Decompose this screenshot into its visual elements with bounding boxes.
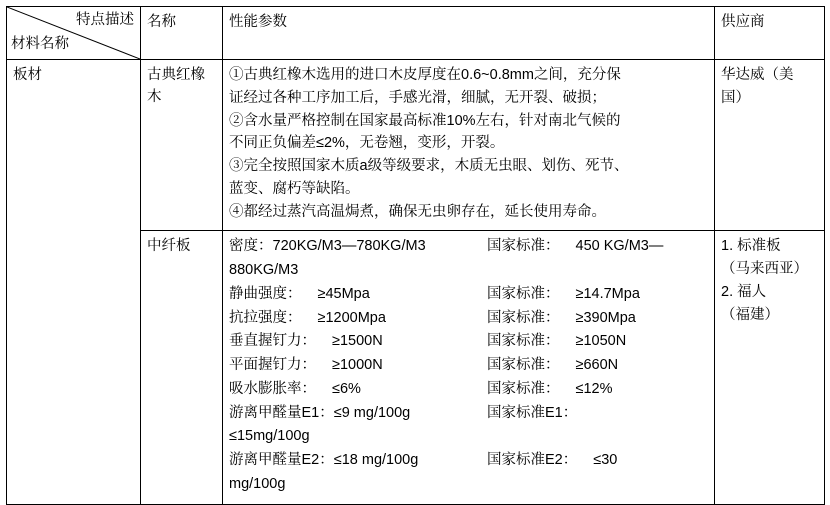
corner-header-cell bbox=[7, 7, 141, 60]
table-row bbox=[7, 60, 825, 231]
param-value: ≥1000N bbox=[332, 357, 383, 373]
param-label: 垂直握钉力： bbox=[229, 333, 316, 350]
param-row-continuation bbox=[229, 260, 708, 282]
corner-header-feature-label: 特点描述 bbox=[76, 12, 134, 28]
param-row bbox=[229, 379, 708, 401]
param-value: ≥45Mpa bbox=[317, 285, 370, 302]
corner-header-material-label: 材料名称 bbox=[11, 36, 69, 53]
material-name-mdf: 中纤板 bbox=[141, 231, 223, 504]
param-standard-label: 国家标准： bbox=[487, 380, 560, 397]
supplier-line: 1. 标准板 bbox=[721, 238, 781, 255]
param-line: 不同正负偏差≤2%，无卷翘，变形，开裂。 bbox=[229, 135, 505, 152]
param-standard-label: 国家标准E1： bbox=[487, 404, 578, 421]
row-group-label-board: 板材 bbox=[7, 60, 141, 505]
param-row bbox=[229, 331, 708, 353]
param-row-continuation bbox=[229, 474, 708, 496]
param-standard-value: ≥390Mpa bbox=[575, 309, 636, 326]
param-label: 平面握钉力： bbox=[229, 357, 316, 373]
param-label: 游离甲醛量E2： bbox=[229, 452, 334, 468]
param-row bbox=[229, 403, 708, 425]
param-standard-label: 国家标准E2： bbox=[487, 452, 578, 468]
param-standard-label: 国家标准： bbox=[487, 285, 560, 302]
param-line: 蓝变、腐朽等缺陷。 bbox=[229, 180, 360, 197]
param-label: 抗拉强度： bbox=[229, 309, 302, 326]
param-value: ≤9 mg/100g bbox=[333, 404, 411, 421]
param-standard-value: ≥14.7Mpa bbox=[575, 285, 640, 302]
param-standard-value: ≤30 bbox=[593, 452, 618, 468]
param-row-continuation bbox=[229, 426, 708, 448]
supplier-line: 国） bbox=[721, 89, 750, 106]
param-standard-label: 国家标准： bbox=[487, 333, 560, 350]
supplier-oak bbox=[715, 60, 825, 231]
param-value: 720KG/M3—780KG/M3 bbox=[272, 238, 426, 255]
supplier-line: 2. 福人 bbox=[721, 283, 767, 300]
param-value: ≥1200Mpa bbox=[317, 309, 386, 326]
param-standard-value: ≤12% bbox=[575, 380, 613, 397]
param-row bbox=[229, 355, 708, 377]
param-standard-label: 国家标准： bbox=[487, 238, 560, 255]
param-standard-value: ≥660N bbox=[575, 357, 619, 373]
param-line: 证经过各种工序加工后，手感光滑，细腻，无开裂、破损； bbox=[229, 89, 606, 106]
param-row bbox=[229, 450, 708, 472]
material-spec-table bbox=[6, 6, 825, 505]
param-value: ≤6% bbox=[332, 380, 361, 397]
param-line: ③完全按照国家木质a级等级要求，木质无虫眼、划伤、死节、 bbox=[229, 158, 629, 174]
param-row bbox=[229, 284, 708, 306]
material-name-oak: 古典红橡木 bbox=[141, 60, 223, 231]
param-standard-value: 450 KG/M3— bbox=[575, 238, 664, 255]
param-value-continued: ≤15mg/100g bbox=[229, 428, 310, 445]
material-params-mdf bbox=[223, 231, 715, 504]
table-header-row bbox=[7, 7, 825, 60]
material-params-oak bbox=[223, 60, 715, 231]
param-standard-label: 国家标准： bbox=[487, 309, 560, 326]
param-row bbox=[229, 236, 708, 258]
param-value: ≥1500N bbox=[332, 333, 383, 350]
supplier-line: （福建） bbox=[721, 306, 779, 323]
param-line: ④都经过蒸汽高温焗煮，确保无虫卵存在，延长使用寿命。 bbox=[229, 203, 606, 220]
param-label: 吸水膨胀率： bbox=[229, 380, 316, 397]
param-value-continued: mg/100g bbox=[229, 475, 286, 492]
param-label: 静曲强度： bbox=[229, 285, 302, 302]
param-label: 游离甲醛量E1： bbox=[229, 404, 334, 421]
header-name: 名称 bbox=[141, 7, 223, 60]
param-value-continued: 880KG/M3 bbox=[229, 262, 299, 278]
param-label: 密度： bbox=[229, 238, 273, 255]
supplier-line: （马来西亚） bbox=[721, 261, 808, 277]
supplier-line: 华达威（美 bbox=[721, 67, 794, 83]
supplier-mdf bbox=[715, 231, 825, 504]
param-value: ≤18 mg/100g bbox=[333, 452, 419, 468]
param-line: ①古典红橡木选用的进口木皮厚度在0.6~0.8mm之间，充分保 bbox=[229, 67, 621, 83]
header-params: 性能参数 bbox=[223, 7, 715, 60]
header-supplier: 供应商 bbox=[715, 7, 825, 60]
param-row bbox=[229, 308, 708, 330]
param-standard-label: 国家标准： bbox=[487, 357, 560, 373]
param-standard-value: ≥1050N bbox=[575, 333, 627, 350]
param-line: ②含水量严格控制在国家最高标准10%左右，针对南北气候的 bbox=[229, 112, 621, 129]
